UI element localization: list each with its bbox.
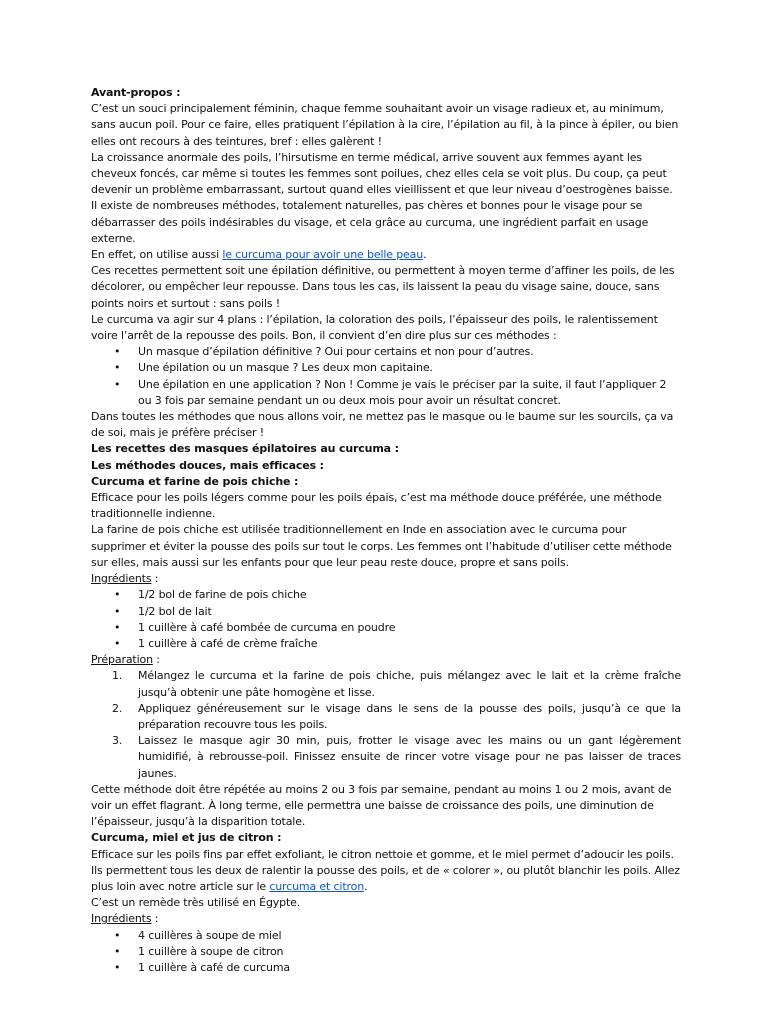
intro-paragraph-3: Il existe de nombreuses méthodes, totalement naturelles, pas chères et bonnes pour le visage pour se débarrasser des poils indésirables du visage, et cela grâce au curcuma, une ingrédient parfait en usage externe. <box>91 199 649 245</box>
recipe1-title: Curcuma et farine de pois chiche : <box>91 474 299 488</box>
list-item: • Un masque d’épilation définitive ? Oui pour certains et non pour d’autres. <box>91 344 681 360</box>
recipe2-paragraph-1 <box>91 847 681 896</box>
intro-heading: Avant-propos : <box>91 86 181 99</box>
recipe2-ingredients-label <box>91 911 681 927</box>
recipe1-ingredients-label <box>91 571 681 587</box>
intro-paragraph-2: La croissance anormale des poils, l’hirsutisme en terme médical, arrive souvent aux femmes ayant les cheveux foncés, car même si toutes les femmes sont poilues, chez elles cela se voit plus. Du coup, ça peut devenir un problème embarrassant, surtout quand elles vieillissent et que leur niveau d’oestrogènes baisse. <box>91 150 673 197</box>
list-item: • 1 cuillère à café de curcuma <box>91 960 681 976</box>
recipe1-paragraph-3: Cette méthode doit être répétée au moins 2 ou 3 fois par semaine, pendant au moins 1 ou 2 mois, avant de voir un effet flagrant. À long terme, elle permettra une baisse de croissance des poils, une diminution de l’épaisseur, jusqu’à la disparition totale. <box>91 782 672 829</box>
list-item: • 4 cuillères à soupe de miel <box>91 928 681 944</box>
preparation-label: Préparation <box>91 653 153 667</box>
recipe2-p1-text: Efficace sur les poils fins par effet exfoliant, le citron nettoie et gomme, et le miel permet d’adoucir les poils. Ils permettent tous les deux de ralentir la pousse des poils, et de « colorer », ou plutôt blanchir les poils. Allez plus loin avec notre article sur le <box>91 847 680 893</box>
step-text: Appliquez généreusement sur le visage dans le sens de la pousse des poils, jusqu’à ce que la préparation recouvre tous les poils. <box>138 701 681 731</box>
ingredients-label: Ingrédients <box>91 912 152 926</box>
recipe1-paragraph-1: Efficace pour les poils légers comme pour les poils épais, c’est ma méthode douce préférée, une méthode traditionnelle indienne. <box>91 491 662 521</box>
intro-paragraph-6: Le curcuma va agir sur 4 plans : l’épilation, la coloration des poils, l’épaisseur des poils, le ralentissement voire l’arrêt de la repousse des poils. Bon, il convient d’en dire plus sur ces méthodes : <box>91 312 658 343</box>
step-text: Laissez le masque agir 30 min, puis, frotter le visage avec les mains ou un gant légèrement humidifié, à rebrousse-poil. Finissez ensuite de rincer votre visage pour ne pas laisser de traces jaunes. <box>138 734 681 780</box>
label-colon: : <box>151 572 159 586</box>
recipe2-paragraph-2: C’est un remède très utilisé en Égypte. <box>91 896 301 910</box>
section-heading-recettes: Les recettes des masques épilatoires au curcuma : <box>91 442 399 456</box>
section-heading-methodes: Les méthodes douces, mais efficaces : <box>91 458 324 472</box>
list-item: • 1 cuillère à café bombée de curcuma en poudre <box>91 620 681 636</box>
list-item <box>91 668 681 700</box>
intro-paragraph-1: C’est un souci principalement féminin, chaque femme souhaitant avoir un visage radieux et, au minimum, sans aucun poil. Pour ce faire, elles pratiquent l’épilation à la cire, l’épilation au fil, à la pince à épiler, ou bien elles ont recours à des teintures, bref : elles galèrent ! <box>91 102 679 148</box>
list-item: • 1 cuillère à soupe de citron <box>91 944 681 960</box>
intro-p4-text: En effet, on utilise aussi <box>91 248 223 262</box>
link-curcuma-citron[interactable]: curcuma et citron <box>269 879 365 893</box>
step-text: Mélangez le curcuma et la farine de pois chiche, puis mélangez avec le lait et la crème fraîche jusqu’à obtenir une pâte homogène et lisse. <box>138 669 681 699</box>
intro-p4-end: . <box>423 248 427 262</box>
step-number: 2. <box>112 701 123 715</box>
recipe1-ingredients-list <box>91 587 681 652</box>
label-colon: : <box>152 653 160 667</box>
label-colon: : <box>151 912 159 926</box>
recipe1-preparation-label <box>91 652 681 668</box>
intro-paragraph-7: Dans toutes les méthodes que nous allons voir, ne mettez pas le masque ou le baume sur les sourcils, ça va de soi, mais je préfère préciser ! <box>91 410 674 440</box>
recipe2-p1-end: . <box>364 879 368 893</box>
intro-paragraph-4 <box>91 247 681 263</box>
ingredients-label: Ingrédients <box>91 572 152 586</box>
methods-bullet-list <box>91 344 681 409</box>
list-item: • Une épilation ou un masque ? Les deux mon capitaine. <box>91 360 681 376</box>
recipe2-ingredients-list <box>91 928 681 977</box>
step-number: 3. <box>112 734 123 748</box>
intro-paragraph-5: Ces recettes permettent soit une épilation définitive, ou permettent à moyen terme d’affiner les poils, de les décolorer, ou empêcher leur repousse. Dans tous les cas, ils laissent la peau du visage saine, douce, sans points noirs et surtout : sans poils ! <box>91 264 675 310</box>
list-item: • 1 cuillère à café de crème fraîche <box>91 636 681 652</box>
recipe1-paragraph-2: La farine de pois chiche est utilisée traditionnellement en Inde en association avec le curcuma pour supprimer et éviter la pousse des poils sur tout le corps. Les femmes ont l’habitude d’utiliser cette méthode sur elles, mais aussi sur les enfants pour que leur peau reste douce, propre et sans poils. <box>91 523 672 569</box>
list-item: • 1/2 bol de lait <box>91 604 681 620</box>
list-item: • Une épilation en une application ? Non ! Comme je vais le préciser par la suite, il faut l’appliquer 2 ou 3 fois par semaine pendant un ou deux mois pour avoir un résultat concret. <box>91 377 681 409</box>
list-item <box>91 701 681 733</box>
step-number: 1. <box>112 669 123 683</box>
document-page <box>91 85 681 976</box>
list-item: • 1/2 bol de farine de pois chiche <box>91 587 681 603</box>
recipe1-steps-list <box>91 668 681 781</box>
recipe2-title: Curcuma, miel et jus de citron : <box>91 831 282 845</box>
link-curcuma-belle-peau[interactable]: le curcuma pour avoir une belle peau <box>222 248 424 262</box>
list-item <box>91 733 681 782</box>
